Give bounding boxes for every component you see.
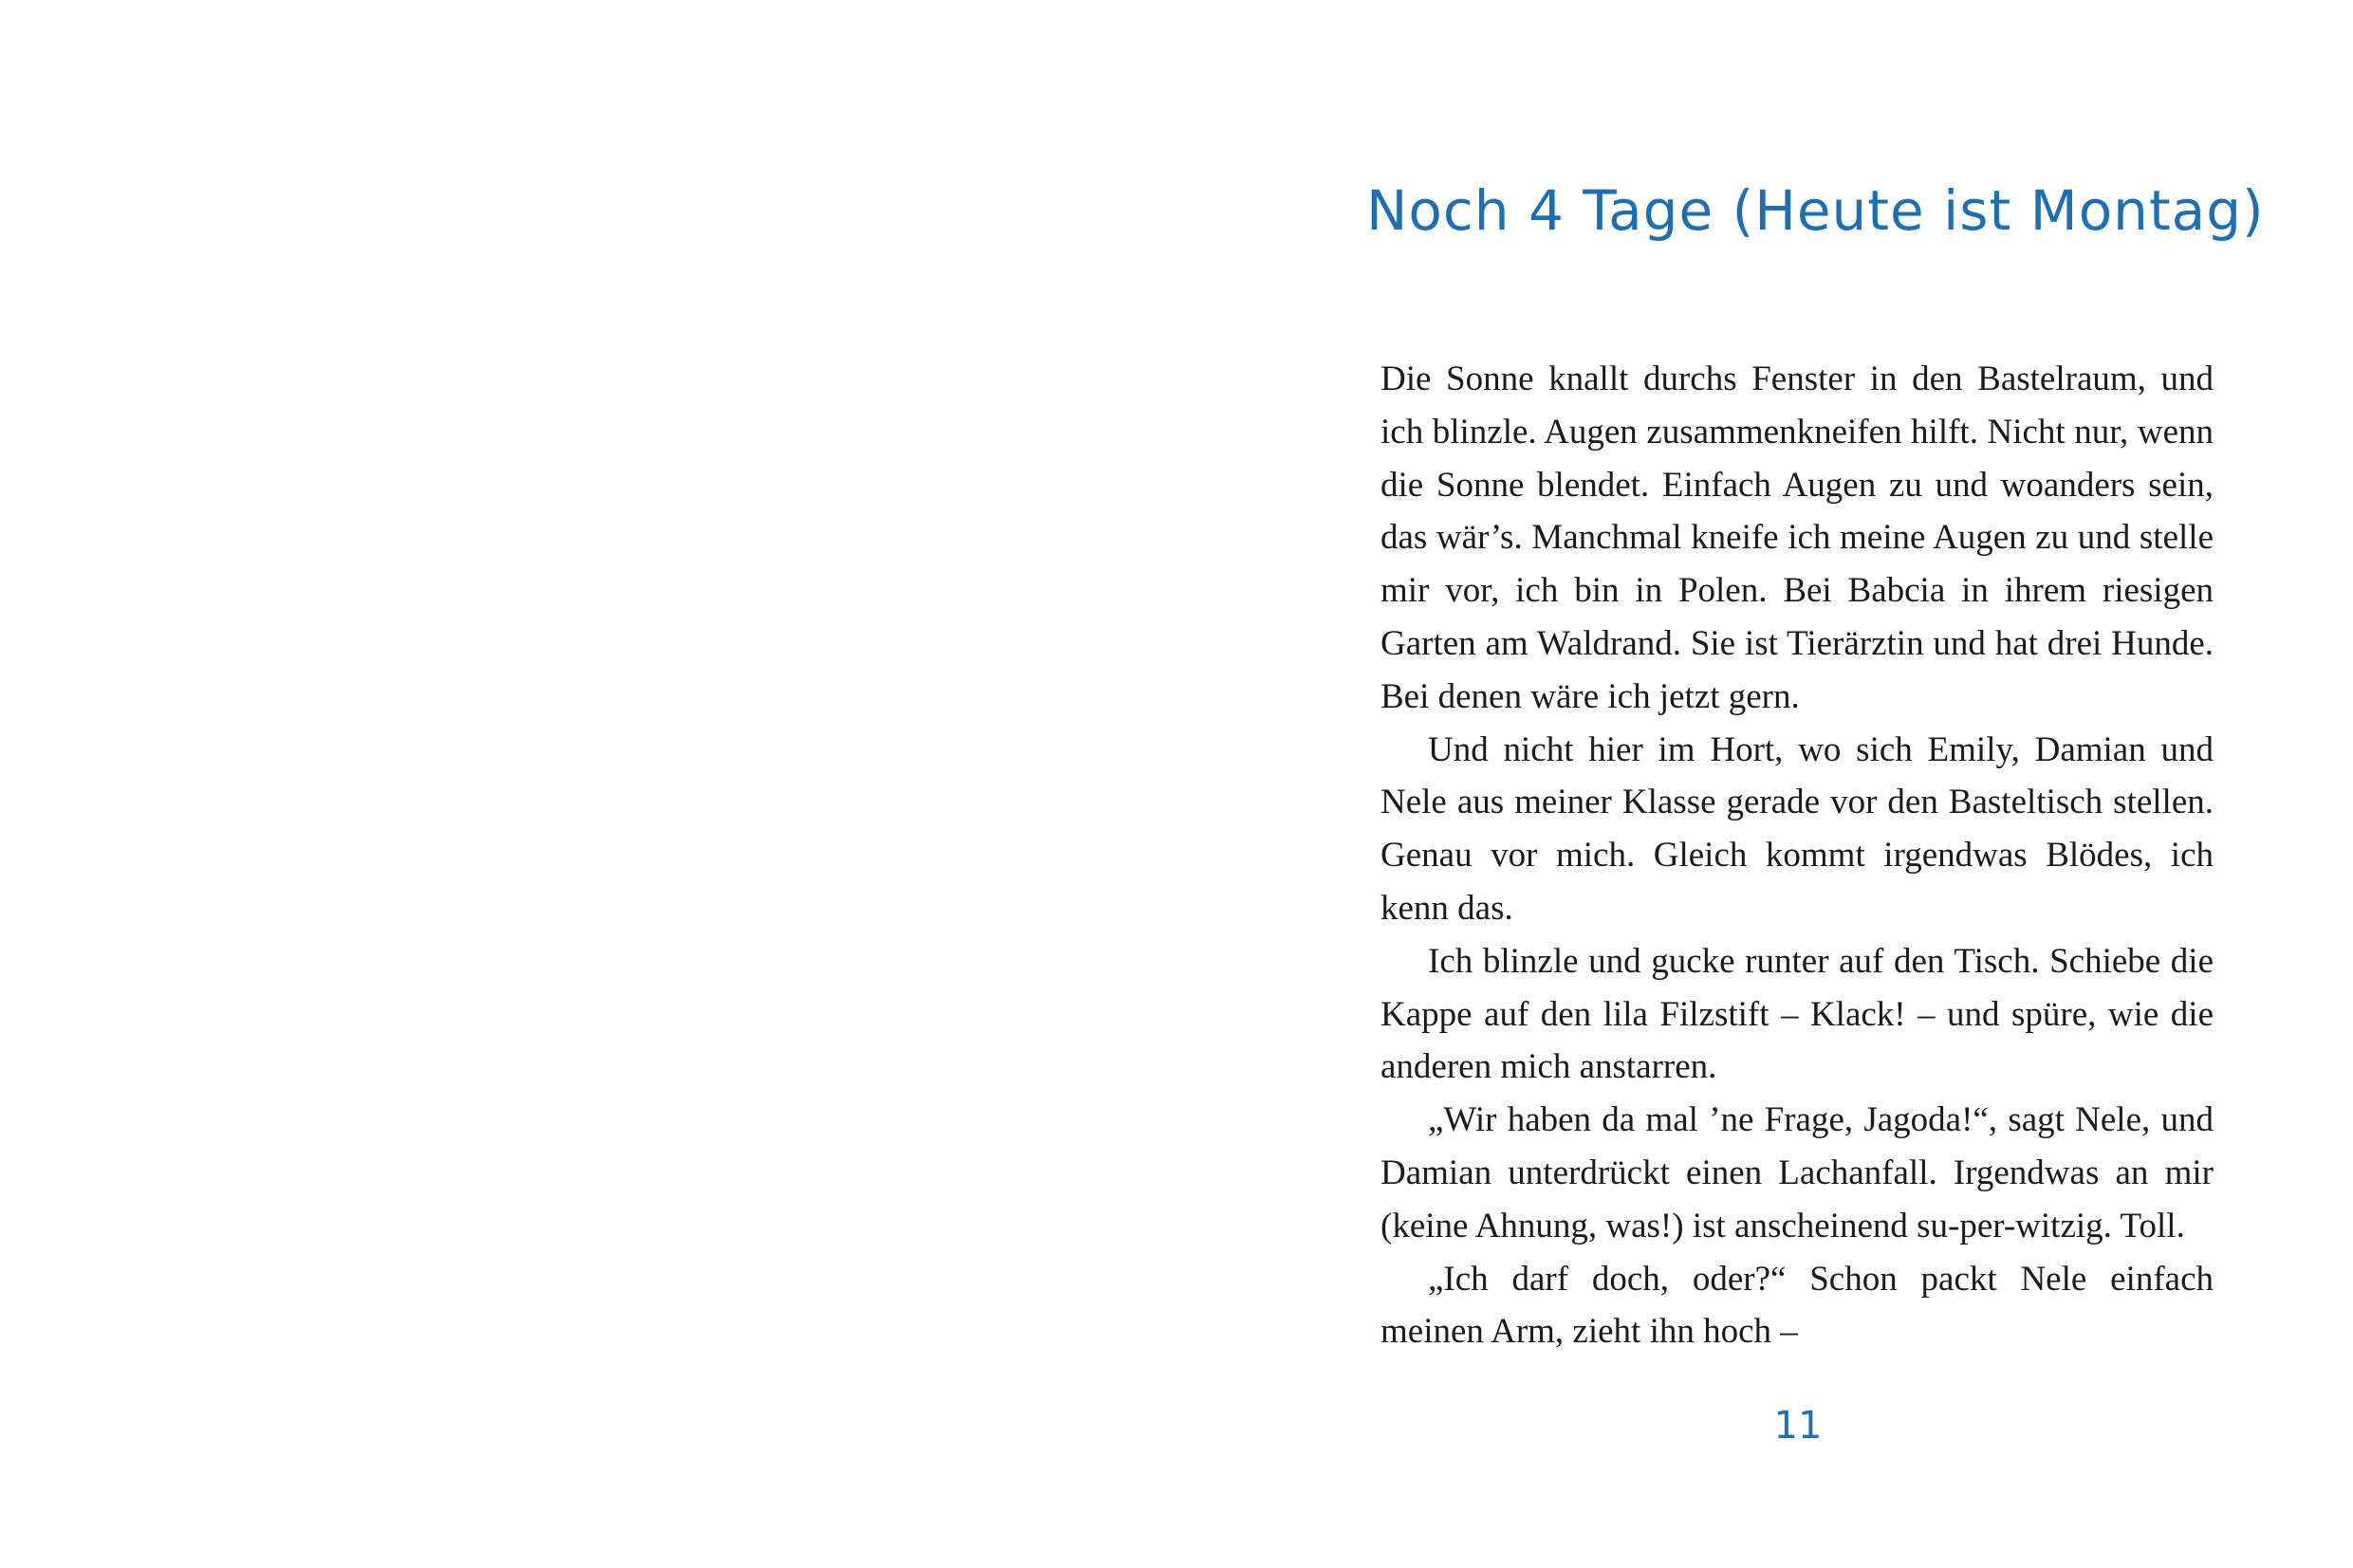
paragraph-3: Ich blinzle und gucke runter auf den Tisch. Schiebe die Kappe auf den lila Filzstift – Klack! – und spüre, wie die anderen mich anstarren. (1380, 941, 2214, 1087)
page-number: 11 (1773, 1404, 1823, 1448)
paragraph-4: „Wir haben da mal ’ne Frage, Jagoda!“, sagt Nele, und Damian unterdrückt einen Lachanfall. Irgendwas an mir (keine Ahnung, was!) ist anscheinend su-per-witzig. Toll. (1380, 1100, 2214, 1245)
paragraph-1: Die Sonne knallt durchs Fenster in den Bastelraum, und ich blinzle. Augen zusammenkneifen hilft. Nicht nur, wenn die Sonne blendet. Einfach Augen zu und woanders sein, das wär’s. Manchmal kneife ich meine Augen zu und stelle mir vor, ich bin in Polen. Bei Babcia in ihrem riesigen Garten am Waldrand. Sie ist Tierärztin und hat drei Hunde. Bei denen wäre ich jetzt gern. (1380, 360, 2214, 716)
paragraph-5: „Ich darf doch, oder?“ Schon packt Nele einfach meinen Arm, zieht ihn hoch – (1380, 1259, 2214, 1352)
body-text (1380, 353, 2214, 1358)
left-page-blank (0, 0, 1176, 1568)
chapter-title: Noch 4 Tage (Heute ist Montag) (1366, 178, 2265, 243)
paragraph-2: Und nicht hier im Hort, wo sich Emily, Damian und Nele aus meiner Klasse gerade vor den Basteltisch stellen. Genau vor mich. Gleich kommt irgendwas Blödes, ich kenn das. (1380, 729, 2214, 928)
